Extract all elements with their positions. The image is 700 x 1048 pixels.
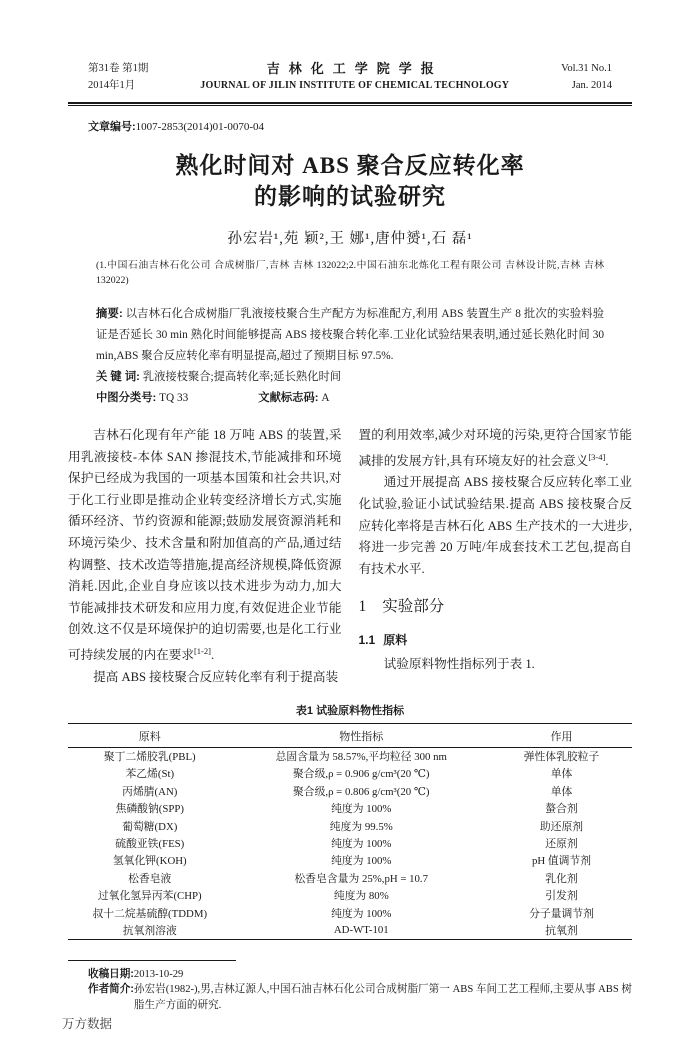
cell-function: 抗氧剂 <box>545 924 578 937</box>
author-bio-value: 孙宏岩(1982-),男,吉林辽源人,中国石油吉林石化公司合成树脂厂第一 ABS 车间工艺工程师,主要从事 ABS 树脂生产方面的研究. <box>133 984 632 1011</box>
abstract-block <box>96 304 604 409</box>
col-header-material: 原料 <box>68 724 232 748</box>
clc-value: TQ 33 <box>159 392 189 404</box>
cell-material: 葡萄糖(DX) <box>122 820 178 833</box>
cell-material: 硫酸亚铁(FES) <box>115 837 185 850</box>
citation-ref: [3-4] <box>588 451 606 462</box>
table-row <box>68 817 632 834</box>
col-header-property: 物性指标 <box>232 724 491 748</box>
cell-material: 丙烯腈(AN) <box>122 785 178 798</box>
volume-en: Vol.31 No.1 <box>561 63 612 74</box>
cell-material: 苯乙烯(St) <box>125 768 175 781</box>
issue-date-cn: 2014年1月 <box>88 80 136 91</box>
cell-material: 过氧化氢异丙苯(CHP) <box>97 890 202 903</box>
date-en: Jan. 2014 <box>571 80 612 91</box>
section-1-1-number: 1.1 <box>358 632 376 647</box>
affiliation: (1.中国石油吉林石化公司 合成树脂厂,吉林 吉林 132022;2.中国石油东北炼化工程有限公司 吉林设计院,吉林 吉林 132022) <box>96 260 604 286</box>
col-header-function: 作用 <box>491 724 632 748</box>
table-row <box>68 870 632 887</box>
section-1-number: 1 <box>358 598 367 616</box>
journal-title <box>200 60 509 94</box>
paragraph-continued-end <box>359 425 633 472</box>
paragraph-purpose: 通过开展提高 ABS 接枝聚合反应转化率工业化试验,验证小试试验结果.提高 ABS 接枝聚合反应转化率将是吉林石化 ABS 生产技术的一大进步,将进一步完善 20 万吨/年成套技术工艺包,提高自有技术水平. <box>358 475 632 576</box>
cell-property: 纯度为 80% <box>333 890 389 903</box>
footnote-block <box>68 960 632 1014</box>
cell-function: 助还原剂 <box>539 820 584 833</box>
issue-volume-cn: 第31卷 第1期 <box>88 63 149 74</box>
cell-function: 引发剂 <box>545 890 578 903</box>
table-row <box>68 748 632 765</box>
author-bio-label: 作者简介: <box>88 983 134 996</box>
cell-material: 松香皂液 <box>128 872 172 885</box>
keywords-text: 乳液接枝聚合;提高转化率;延长熟化时间 <box>142 371 342 383</box>
article-number-label: 文章编号: <box>88 121 136 133</box>
abstract-text: 以吉林石化合成树脂厂乳液接枝聚合生产配方为标准配方,利用 ABS 装置生产 8 批次的实验料验证是否延长 30 min 熟化时间能够提高 ABS 接枝聚合转化率.工业化试验结果表明,通过延长熟化时间 30 min,ABS 聚合反应转化率有明显提高,超过了预期目标 97.5%. <box>96 308 604 362</box>
table-row <box>68 765 632 782</box>
article-number-value: 1007-2853(2014)01-0070-04 <box>135 121 264 133</box>
paragraph-continued-start: 提高 ABS 接枝聚合反应转化率有利于提高装 <box>93 669 339 684</box>
volume-info-en <box>561 60 612 94</box>
cell-material: 氢氧化钾(KOH) <box>112 855 187 868</box>
cell-function: 单体 <box>550 785 573 798</box>
paper-title <box>68 150 632 212</box>
cell-property: AD-WT-101 <box>333 924 389 937</box>
footnote-divider <box>68 960 236 961</box>
author-bio-line <box>68 982 632 1013</box>
cell-property: 纯度为 100% <box>331 907 392 920</box>
cell-function: 螯合剂 <box>545 803 578 816</box>
table-row <box>68 904 632 921</box>
materials-table <box>68 723 632 939</box>
table-header-row <box>68 724 632 748</box>
section-1-1-title: 原料 <box>383 632 408 647</box>
authors-line: 孙宏岩¹,苑 颖²,王 娜¹,唐仲赟¹,石 磊¹ <box>227 231 473 247</box>
clc-label: 中图分类号: <box>96 392 157 404</box>
received-date-label: 收稿日期: <box>88 967 134 980</box>
cell-material: 叔十二烷基硫醇(TDDM) <box>92 907 208 920</box>
cell-property: 聚合级,ρ = 0.806 g/cm³(20 ℃) <box>292 785 430 798</box>
journal-title-cn: 吉林化工学院学报 <box>266 61 443 76</box>
table-row <box>68 835 632 852</box>
table-row <box>68 783 632 800</box>
cell-function: pH 值调节剂 <box>531 855 592 868</box>
cell-material: 抗氧剂溶液 <box>122 924 177 937</box>
classification-line <box>96 388 604 409</box>
cell-property: 纯度为 100% <box>331 837 392 850</box>
received-date-line <box>68 967 632 983</box>
section-1-1-text: 试验原料物性指标列于表 1. <box>383 656 535 671</box>
paragraph-continued-text: 置的利用效率,减少对环境的污染,更符合国家节能减排的发展方针,具有环境友好的社会意义 <box>358 428 632 468</box>
paper-title-line1: 熟化时间对 ABS 聚合反应转化率 <box>175 153 525 178</box>
table-row <box>68 852 632 869</box>
article-number <box>88 118 632 134</box>
cell-function: 乳化剂 <box>545 872 578 885</box>
cell-material: 聚丁二烯胶乳(PBL) <box>103 751 196 764</box>
cell-property: 纯度为 100% <box>331 855 392 868</box>
paragraph-continued-punct: . <box>605 453 609 468</box>
cell-function: 分子量调节剂 <box>529 907 594 920</box>
doc-code-label: 文献标志码: <box>258 392 319 404</box>
table-row <box>68 800 632 817</box>
citation-ref: [1-2] <box>193 645 211 656</box>
left-column <box>68 425 342 688</box>
journal-title-en: JOURNAL OF JILIN INSTITUTE OF CHEMICAL TECHNOLOGY <box>200 80 510 91</box>
keywords <box>96 367 604 388</box>
right-column <box>359 425 633 688</box>
section-1-title: 实验部分 <box>382 598 445 616</box>
cell-property: 纯度为 99.5% <box>329 820 393 833</box>
paper-title-line2: 的影响的试验研究 <box>254 184 446 209</box>
body-columns <box>68 425 632 688</box>
cell-property: 聚合级,ρ = 0.906 g/cm³(20 ℃) <box>292 768 430 781</box>
table-row <box>68 922 632 939</box>
doc-code-value: A <box>321 392 330 404</box>
received-date-value: 2013-10-29 <box>133 968 184 980</box>
journal-header <box>68 60 632 94</box>
cell-material: 焦磷酸钠(SPP) <box>115 803 184 816</box>
paragraph-intro <box>68 425 342 667</box>
table-row <box>68 887 632 904</box>
abstract-label: 摘要: <box>96 308 123 320</box>
section-1-1-heading <box>359 630 633 652</box>
keywords-label: 关 键 词: <box>96 371 140 383</box>
abstract <box>96 304 604 367</box>
wanfang-watermark: 万方数据 <box>62 1017 113 1031</box>
section-1-heading <box>359 596 633 618</box>
cell-function: 单体 <box>550 768 573 781</box>
cell-property: 松香皂含量为 25%,pH = 10.7 <box>294 872 429 885</box>
issue-info <box>88 60 148 94</box>
table-caption: 表1 试验原料物性指标 <box>295 705 405 718</box>
cell-function: 弹性体乳胶粒子 <box>523 751 600 764</box>
paragraph-intro-text: 吉林石化现有年产能 18 万吨 ABS 的装置,采用乳液接枝-本体 SAN 掺混技术,节能减排和环境保护已经成为我国的一项基本国策和社会共识,对于化工行业即是推动企业转变经济增长方式,实施循环经济、节约资源和能源;鼓励发展资源消耗和环境污染少、技术含量和附加值高的产品,通过结构调整、技术改造等措施,提高经济规模,降低资源消耗.因此,企业自身应该以技术进步为动力,加大节能减排技术研发和应用力度,有效促进企业节能创效.这不仅是环境保护的迫切需要,也是化工行业可持续发展的内在要求 <box>68 428 342 663</box>
cell-property: 纯度为 100% <box>331 803 392 816</box>
cell-property: 总固含量为 58.57%,平均粒径 300 nm <box>275 751 447 764</box>
paragraph-intro-end: . <box>210 648 215 663</box>
header-divider <box>68 102 632 106</box>
cell-function: 还原剂 <box>545 837 578 850</box>
